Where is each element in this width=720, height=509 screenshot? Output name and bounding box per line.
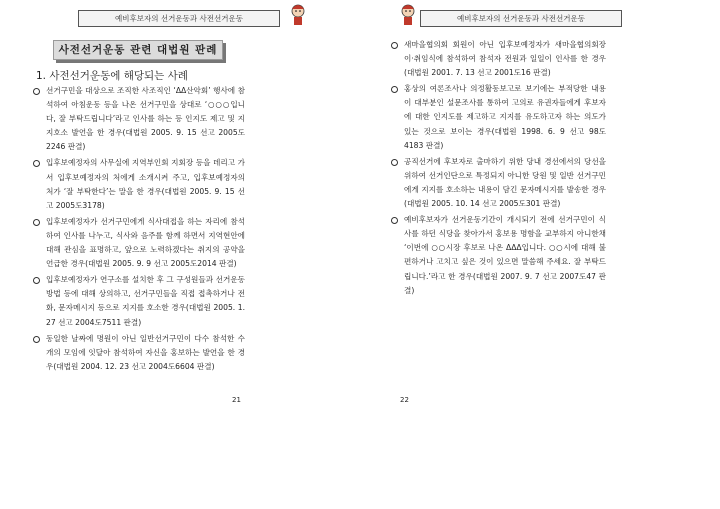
list-item: 입후보예정자가 연구소를 설치한 후 그 구성원들과 선거운동방법 등에 대해 상의하고, 선거구민들을 직접 접촉하거나 전화, 문자메시지 등으로 지지를 호소한 경우(대법원 2005. 1. 27 선고 2004도7511 판결) <box>30 273 245 329</box>
section-heading: 1. 사전선거운동에 해당되는 사례 <box>36 70 188 82</box>
list-item: 공직선거에 후보자로 출마하기 위한 당내 경선에서의 당선을 위하여 선거인단으로 특정되지 아니한 당원 및 일반 선거구민에게 지지를 호소하는 내용이 담긴 문자메시지를 발송한 경우(대법원 2005. 10. 14 선고 2005도301 판결) <box>388 155 606 211</box>
list-item: 동일한 날짜에 명원이 아닌 일반선거구민이 다수 참석한 수개의 모임에 잇달아 참석하여 자신을 홍보하는 발언을 한 경우(대법원 2004. 12. 23 선고 2004도6604 판결) <box>30 332 245 374</box>
bullet-icon <box>391 217 398 224</box>
list-item: 새마을협의회 회원이 아닌 입후보예정자가 새마을협의회장 이·취임식에 참석하여 참석자 전원과 일일이 인사를 한 경우(대법원 2001. 7. 13 선고 2001도16 판결) <box>388 38 606 80</box>
running-header: 예비후보자의 선거운동과 사전선거운동 <box>420 10 622 27</box>
bullet-icon <box>33 336 40 343</box>
bullet-icon <box>33 88 40 95</box>
page-number: 21 <box>232 396 241 404</box>
mascot-icon <box>288 3 308 27</box>
case-list <box>388 38 606 300</box>
list-item: 선거구민을 대상으로 조직한 사조직인 ‘ΔΔ산악회’ 행사에 참석하여 아침운동 등을 나온 선거구민을 상대로 ‘○○○입니다, 잘 부탁드립니다’라고 인사를 하는 등 인지도 제고 및 지지호소 발언을 한 경우(대법원 2005. 9. 15 선고 2005도2246 판결) <box>30 84 245 154</box>
page-number: 22 <box>400 396 409 404</box>
page-title: 사전선거운동 관련 대법원 판례 <box>53 40 223 60</box>
bullet-icon <box>33 160 40 167</box>
running-header: 예비후보자의 선거운동과 사전선거운동 <box>78 10 280 27</box>
mascot-icon <box>398 3 418 27</box>
list-item: 홍상의 여론조사나 의정활동보고로 보기에는 부적당한 내용이 대부분인 설문조사를 통하여 고의로 유권자들에게 후보자에 대한 인지도를 제고하고 지지를 유도하고자 하는 의도가 있는 것으로 보이는 경우(대법원 1998. 6. 9 선고 98도4183 판결) <box>388 82 606 152</box>
bullet-icon <box>33 219 40 226</box>
bullet-icon <box>391 86 398 93</box>
list-item: 입후보예정자가 선거구민에게 식사대접을 하는 자리에 참석하여 인사를 나누고, 식사와 음주를 함께 하면서 지역현안에 대해 관심을 표명하고, 앞으로 노력하겠다는 취지의 공약을 언급한 경우(대법원 2005. 9. 9 선고 2005도2014 판결) <box>30 215 245 271</box>
list-item: 입후보예정자의 사무실에 지역부인회 지회장 등을 데리고 가서 입후보예정자의 처에게 소개시켜 주고, 입후보예정자의 처가 ‘잘 부탁한다’는 말을 한 경우(대법원 2005. 9. 15 선고 2005도3178) <box>30 156 245 212</box>
bullet-icon <box>33 277 40 284</box>
list-item: 예비후보자가 선거운동기간이 개시되기 전에 선거구민이 식사를 하던 식당을 찾아가서 홍보용 명함을 교부하지 아니한채 ‘이번에 ○○시장 후보로 나온 ΔΔΔ입니다. ○○시에 대해 불편하거나 고치고 싶은 것이 있으면 말씀해 주세요. 잘 부탁드립니다.’라고 한 경우(대법원 2007. 9. 7 선고 2007도47 판결) <box>388 213 606 298</box>
bullet-icon <box>391 159 398 166</box>
bullet-icon <box>391 42 398 49</box>
case-list <box>30 84 245 376</box>
right-page <box>360 0 720 509</box>
